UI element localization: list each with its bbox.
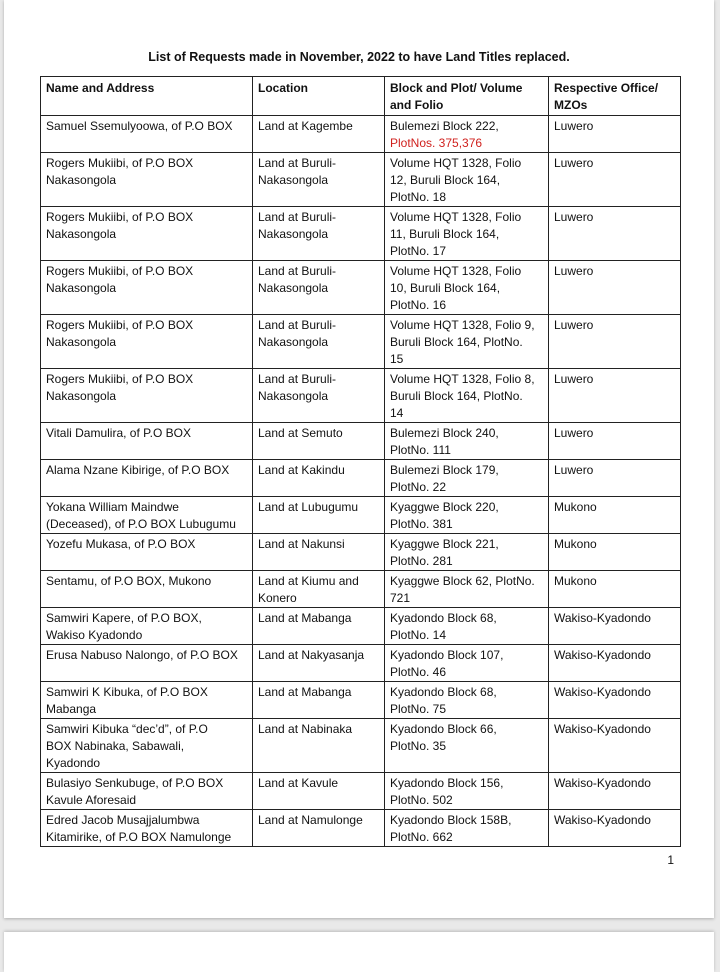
cell-location	[253, 460, 385, 497]
name-address-line: (Deceased), of P.O BOX Lubugumu	[46, 517, 236, 531]
cell-block-plot	[385, 261, 549, 315]
cell-location	[253, 261, 385, 315]
table-row	[41, 369, 681, 423]
block-plot-line: Bulemezi Block 222,	[390, 119, 499, 133]
table-row	[41, 773, 681, 810]
cell-office	[549, 315, 681, 369]
table-row	[41, 534, 681, 571]
block-plot-line: PlotNo. 46	[390, 665, 447, 679]
cell-office	[549, 645, 681, 682]
block-plot-line: 721	[390, 591, 411, 605]
block-plot-line: PlotNo. 111	[390, 443, 451, 457]
location-line: Land at Mabanga	[258, 611, 352, 625]
office-text: Wakiso-Kyadondo	[554, 813, 651, 827]
location-line: Land at Buruli-	[258, 264, 337, 278]
header-block-line: and Folio	[390, 98, 444, 112]
cell-block-plot	[385, 315, 549, 369]
cell-location	[253, 682, 385, 719]
office-text: Wakiso-Kyadondo	[554, 648, 651, 662]
table-row	[41, 608, 681, 645]
land-title-requests-table	[40, 76, 681, 847]
cell-office	[549, 497, 681, 534]
header-block-plot	[385, 77, 549, 116]
block-plot-line: Kyadondo Block 68,	[390, 685, 497, 699]
cell-office	[549, 116, 681, 153]
name-address-line: Rogers Mukiibi, of P.O BOX	[46, 156, 194, 170]
location-line: Land at Nakunsi	[258, 537, 345, 551]
office-text: Luwero	[554, 210, 594, 224]
cell-name-address	[41, 116, 253, 153]
office-text: Mukono	[554, 537, 597, 551]
cell-location	[253, 153, 385, 207]
cell-block-plot	[385, 719, 549, 773]
cell-block-plot	[385, 497, 549, 534]
header-block-line: Block and Plot/ Volume	[390, 81, 523, 95]
office-text: Luwero	[554, 463, 594, 477]
cell-block-plot	[385, 207, 549, 261]
header-location	[253, 77, 385, 116]
cell-office	[549, 460, 681, 497]
header-name-text: Name and Address	[46, 81, 155, 95]
cell-office	[549, 261, 681, 315]
table-row	[41, 571, 681, 608]
location-line: Land at Kiumu and	[258, 574, 359, 588]
block-plot-line: Volume HQT 1328, Folio 8,	[390, 372, 535, 386]
name-address-line: Rogers Mukiibi, of P.O BOX	[46, 372, 194, 386]
cell-name-address	[41, 682, 253, 719]
name-address-line: Nakasongola	[46, 335, 117, 349]
cell-office	[549, 810, 681, 847]
next-page-edge	[4, 932, 714, 972]
block-plot-line: 15	[390, 352, 404, 366]
name-address-line: Nakasongola	[46, 281, 117, 295]
block-plot-line: 14	[390, 406, 404, 420]
table-row	[41, 497, 681, 534]
cell-name-address	[41, 810, 253, 847]
cell-office	[549, 608, 681, 645]
cell-name-address	[41, 608, 253, 645]
location-line: Land at Buruli-	[258, 210, 337, 224]
block-plot-line: PlotNo. 75	[390, 702, 447, 716]
cell-location	[253, 116, 385, 153]
block-plot-line: Kyadondo Block 66,	[390, 722, 497, 736]
office-text: Luwero	[554, 264, 594, 278]
block-plot-line: PlotNo. 281	[390, 554, 453, 568]
block-plot-line: 10, Buruli Block 164,	[390, 281, 501, 295]
table-row	[41, 645, 681, 682]
location-line: Nakasongola	[258, 173, 329, 187]
block-plot-line: Kyadondo Block 156,	[390, 776, 504, 790]
location-line: Land at Buruli-	[258, 318, 337, 332]
name-address-line: Sentamu, of P.O BOX, Mukono	[46, 574, 212, 588]
cell-location	[253, 645, 385, 682]
name-address-line: Mabanga	[46, 702, 97, 716]
cell-location	[253, 571, 385, 608]
office-text: Luwero	[554, 372, 594, 386]
cell-name-address	[41, 153, 253, 207]
header-office-line: Respective Office/	[554, 81, 659, 95]
cell-block-plot	[385, 645, 549, 682]
name-address-line: Bulasiyo Senkubuge, of P.O BOX	[46, 776, 224, 790]
block-plot-line: Volume HQT 1328, Folio	[390, 264, 522, 278]
block-plot-line: PlotNo. 18	[390, 190, 447, 204]
location-line: Land at Buruli-	[258, 156, 337, 170]
name-address-line: Kavule Aforesaid	[46, 793, 137, 807]
cell-name-address	[41, 645, 253, 682]
block-plot-line: Kyadondo Block 158B,	[390, 813, 512, 827]
cell-office	[549, 423, 681, 460]
location-line: Nakasongola	[258, 335, 329, 349]
office-text: Wakiso-Kyadondo	[554, 722, 651, 736]
block-plot-line: PlotNo. 17	[390, 244, 447, 258]
header-office	[549, 77, 681, 116]
block-plot-line: PlotNo. 14	[390, 628, 447, 642]
name-address-line: Nakasongola	[46, 227, 117, 241]
cell-name-address	[41, 497, 253, 534]
cell-block-plot	[385, 534, 549, 571]
cell-location	[253, 423, 385, 460]
location-line: Land at Kavule	[258, 776, 339, 790]
block-plot-line: Kyaggwe Block 220,	[390, 500, 499, 514]
cell-block-plot	[385, 369, 549, 423]
cell-block-plot	[385, 682, 549, 719]
block-plot-line: Kyaggwe Block 62, PlotNo.	[390, 574, 535, 588]
name-address-line: Samwiri Kapere, of P.O BOX,	[46, 611, 202, 625]
cell-name-address	[41, 261, 253, 315]
table-row	[41, 261, 681, 315]
office-text: Mukono	[554, 574, 597, 588]
location-line: Land at Mabanga	[258, 685, 352, 699]
name-address-line: Edred Jacob Musajjalumbwa	[46, 813, 200, 827]
name-address-line: Samwiri K Kibuka, of P.O BOX	[46, 685, 208, 699]
block-plot-line: PlotNo. 35	[390, 739, 447, 753]
cell-block-plot	[385, 571, 549, 608]
name-address-line: BOX Nabinaka, Sabawali,	[46, 739, 185, 753]
cell-office	[549, 207, 681, 261]
table-row	[41, 153, 681, 207]
cell-office	[549, 534, 681, 571]
office-text: Wakiso-Kyadondo	[554, 776, 651, 790]
location-line: Land at Kagembe	[258, 119, 353, 133]
cell-location	[253, 315, 385, 369]
block-plot-line: PlotNo. 662	[390, 830, 453, 844]
document-page	[4, 0, 714, 918]
block-plot-line: Kyaggwe Block 221,	[390, 537, 499, 551]
table-row	[41, 315, 681, 369]
table-body	[41, 116, 681, 847]
location-line: Land at Nakyasanja	[258, 648, 365, 662]
block-plot-line: 12, Buruli Block 164,	[390, 173, 501, 187]
cell-block-plot	[385, 423, 549, 460]
block-plot-line: Volume HQT 1328, Folio 9,	[390, 318, 535, 332]
table-row	[41, 460, 681, 497]
table-row	[41, 810, 681, 847]
cell-name-address	[41, 207, 253, 261]
block-plot-line: Bulemezi Block 240,	[390, 426, 499, 440]
location-line: Land at Kakindu	[258, 463, 345, 477]
name-address-line: Wakiso Kyadondo	[46, 628, 143, 642]
cell-name-address	[41, 315, 253, 369]
header-name-address	[41, 77, 253, 116]
cell-block-plot	[385, 810, 549, 847]
name-address-line: Vitali Damulira, of P.O BOX	[46, 426, 191, 440]
header-location-text: Location	[258, 81, 308, 95]
name-address-line: Nakasongola	[46, 389, 117, 403]
block-plot-line: Volume HQT 1328, Folio	[390, 210, 522, 224]
table-row	[41, 682, 681, 719]
cell-block-plot	[385, 153, 549, 207]
name-address-line: Rogers Mukiibi, of P.O BOX	[46, 210, 194, 224]
name-address-line: Yozefu Mukasa, of P.O BOX	[46, 537, 196, 551]
block-plot-line: Volume HQT 1328, Folio	[390, 156, 522, 170]
cell-name-address	[41, 534, 253, 571]
cell-location	[253, 369, 385, 423]
cell-name-address	[41, 571, 253, 608]
location-line: Land at Buruli-	[258, 372, 337, 386]
location-line: Konero	[258, 591, 297, 605]
location-line: Land at Nabinaka	[258, 722, 353, 736]
cell-office	[549, 571, 681, 608]
name-address-line: Rogers Mukiibi, of P.O BOX	[46, 318, 194, 332]
cell-name-address	[41, 719, 253, 773]
name-address-line: Yokana William Maindwe	[46, 500, 179, 514]
document-title: List of Requests made in November, 2022 to have Land Titles replaced.	[148, 50, 570, 64]
plot-numbers-highlighted: PlotNos. 375,376	[390, 136, 483, 150]
table-row	[41, 719, 681, 773]
cell-block-plot	[385, 773, 549, 810]
location-line: Land at Lubugumu	[258, 500, 359, 514]
table-row	[41, 423, 681, 460]
name-address-line: Kyadondo	[46, 756, 101, 770]
office-text: Wakiso-Kyadondo	[554, 611, 651, 625]
block-plot-line: PlotNo. 381	[390, 517, 453, 531]
table-header-row	[41, 77, 681, 116]
page-number: 1	[667, 853, 674, 867]
cell-block-plot	[385, 608, 549, 645]
cell-location	[253, 608, 385, 645]
table-row	[41, 207, 681, 261]
name-address-line: Samuel Ssemulyoowa, of P.O BOX	[46, 119, 233, 133]
name-address-line: Alama Nzane Kibirige, of P.O BOX	[46, 463, 230, 477]
cell-location	[253, 497, 385, 534]
cell-office	[549, 369, 681, 423]
name-address-line: Kitamirike, of P.O BOX Namulonge	[46, 830, 232, 844]
cell-block-plot	[385, 116, 549, 153]
cell-name-address	[41, 369, 253, 423]
location-line: Nakasongola	[258, 227, 329, 241]
header-office-line: MZOs	[554, 98, 588, 112]
cell-office	[549, 773, 681, 810]
office-text: Wakiso-Kyadondo	[554, 685, 651, 699]
location-line: Land at Namulonge	[258, 813, 363, 827]
block-plot-line: PlotNo. 502	[390, 793, 453, 807]
cell-location	[253, 719, 385, 773]
cell-office	[549, 153, 681, 207]
cell-office	[549, 682, 681, 719]
cell-location	[253, 534, 385, 571]
name-address-line: Samwiri Kibuka “dec’d”, of P.O	[46, 722, 208, 736]
office-text: Luwero	[554, 119, 594, 133]
table-row	[41, 116, 681, 153]
block-plot-line: Kyadondo Block 68,	[390, 611, 497, 625]
name-address-line: Rogers Mukiibi, of P.O BOX	[46, 264, 194, 278]
block-plot-line: 11, Buruli Block 164,	[390, 227, 500, 241]
location-line: Nakasongola	[258, 281, 329, 295]
cell-location	[253, 810, 385, 847]
block-plot-line: Kyadondo Block 107,	[390, 648, 504, 662]
location-line: Nakasongola	[258, 389, 329, 403]
cell-location	[253, 773, 385, 810]
block-plot-line: PlotNo. 16	[390, 298, 447, 312]
location-line: Land at Semuto	[258, 426, 343, 440]
cell-block-plot	[385, 460, 549, 497]
cell-name-address	[41, 423, 253, 460]
office-text: Luwero	[554, 318, 594, 332]
name-address-line: Erusa Nabuso Nalongo, of P.O BOX	[46, 648, 238, 662]
name-address-line: Nakasongola	[46, 173, 117, 187]
cell-name-address	[41, 460, 253, 497]
block-plot-line: Buruli Block 164, PlotNo.	[390, 389, 523, 403]
block-plot-line: PlotNo. 22	[390, 480, 447, 494]
cell-location	[253, 207, 385, 261]
cell-name-address	[41, 773, 253, 810]
cell-office	[549, 719, 681, 773]
office-text: Mukono	[554, 500, 597, 514]
office-text: Luwero	[554, 156, 594, 170]
office-text: Luwero	[554, 426, 594, 440]
block-plot-line: Bulemezi Block 179,	[390, 463, 499, 477]
block-plot-line: Buruli Block 164, PlotNo.	[390, 335, 523, 349]
